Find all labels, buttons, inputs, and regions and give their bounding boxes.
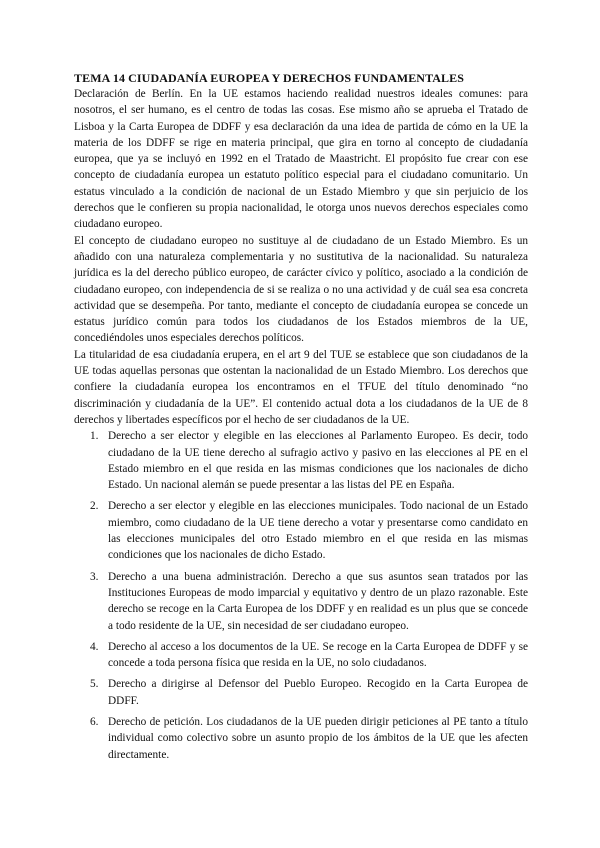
- paragraph-citizen-concept: El concepto de ciudadano europeo no sustituye al de ciudadano de un Estado Miembro. Es un añadido con una naturaleza complementaria y no sustitutiva de la nacionalidad. Su naturaleza jurídica es la del derecho público europeo, de carácter cívico y político, asociado a la condición de ciudadano europeo, con independencia de si se realiza o no una actividad y de cuál sea esa concreta actividad que se desempeña. Por tanto, mediante el concepto de ciudadanía europea se concede un estatus jurídico común para todos los ciudadanos de los Estados miembros de la UE, concediéndoles unos especiales derechos políticos.: [74, 234, 528, 345]
- list-item-text: Derecho de petición. Los ciudadanos de la UE pueden dirigir peticiones al PE tanto a título individual como colectivo sobre un asunto propio de los ámbitos de la UE que les afecten directamente.: [108, 715, 528, 761]
- rights-list: [74, 428, 528, 763]
- list-item: [74, 676, 528, 709]
- list-item: [74, 428, 528, 493]
- list-item: [74, 714, 528, 763]
- document-page: [74, 70, 528, 768]
- list-item-number: 5.: [90, 678, 99, 691]
- list-item-text: Derecho a dirigirse al Defensor del Pueblo Europeo. Recogido en la Carta Europea de DDFF.: [108, 678, 528, 707]
- list-item: [74, 639, 528, 672]
- list-item-number: 4.: [90, 640, 99, 653]
- page-title: TEMA 14 CIUDADANÍA EUROPEA Y DERECHOS FUNDAMENTALES: [74, 71, 465, 85]
- list-item-text: Derecho a ser elector y elegible en las elecciones municipales. Todo nacional de un Estado miembro, como ciudadano de la UE tiene derecho a votar y presentarse como candidato en las elecciones municipales del otro Estado miembro en el que resida en las mismas condiciones que los nacionales de dicho Estado.: [108, 500, 528, 562]
- list-item-number: 1.: [90, 430, 99, 443]
- list-item: [74, 569, 528, 634]
- list-item: [74, 498, 528, 563]
- paragraph-berlin-declaration: Declaración de Berlín. En la UE estamos haciendo realidad nuestros ideales comunes: para nosotros, el ser humano, es el centro de todas las cosas. Ese mismo año se aprueba el Tratado de Lisboa y la Carta Europea de DDFF y esa declaración da una idea de partida de cómo en la UE la materia de los DDFF se rige en materia principal, que gira en torno al concepto de ciudadanía europea, que ya se incluyó en 1992 en el Tratado de Maastricht. El propósito fue crear con ese concepto de ciudadanía europea un estatuto político especial para el ciudadano comunitario. Un estatus vinculado a la condición de nacional de un Estado Miembro y que sin perjuicio de los derechos que le confieren su propia nacionalidad, le otorga unos nuevos derechos especiales como ciudadano europeo.: [74, 88, 528, 231]
- list-item-text: Derecho a una buena administración. Derecho a que sus asuntos sean tratados por las Instituciones Europeas de modo imparcial y equitativo y dentro de un plazo razonable. Este derecho se recoge en la Carta Europea de los DDFF y en realidad es un plus que se concede a todo residente de la UE, sin necesidad de ser ciudadano europeo.: [108, 570, 528, 632]
- list-item-number: 3.: [90, 570, 99, 583]
- list-item-number: 6.: [90, 715, 99, 728]
- list-item-text: Derecho a ser elector y elegible en las elecciones al Parlamento Europeo. Es decir, todo ciudadano de la UE tiene derecho al sufragio activo y pasivo en las elecciones al PE en el Estado miembro en el que resida en las mismas condiciones que los nacionales de dicho Estado. Un nacional alemán se puede presentar a las listas del PE en España.: [108, 430, 528, 492]
- list-item-number: 2.: [90, 500, 99, 513]
- paragraph-citizenship-ownership: La titularidad de esa ciudadanía erupera, en el art 9 del TUE se establece que son ciudadanos de la UE todas aquellas personas que ostentan la nacionalidad de un Estado Miembro. Los derechos que confiere la ciudadanía europea los encontramos en el TFUE del título denominado “no discriminación y ciudadanía de la UE”. El contenido actual dota a los ciudadanos de la UE de 8 derechos y libertades específicos por el hecho de ser ciudadanos de la UE.: [74, 348, 528, 426]
- list-item-text: Derecho al acceso a los documentos de la UE. Se recoge en la Carta Europea de DDFF y se concede a toda persona física que resida en la UE, no solo ciudadanos.: [108, 640, 528, 670]
